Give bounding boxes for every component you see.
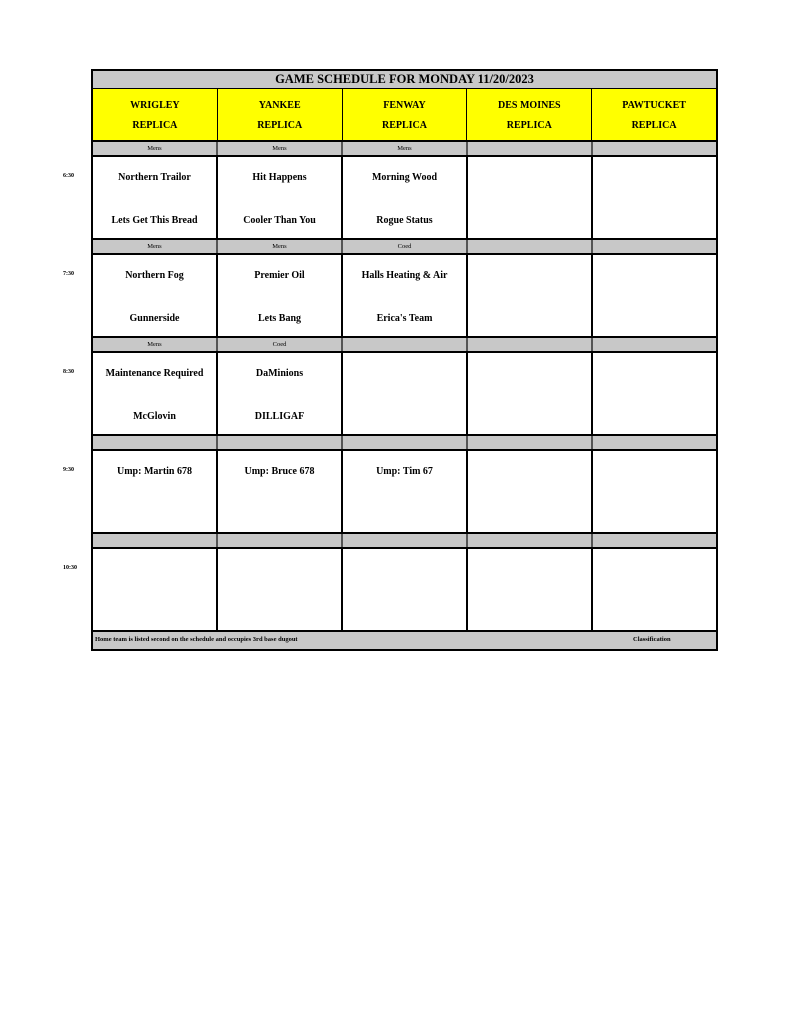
home-team: [468, 607, 591, 621]
game-cell: [216, 547, 341, 632]
away-team: Ump: Bruce 678: [244, 466, 315, 477]
away-team: [593, 368, 716, 382]
away-team: [593, 466, 716, 480]
game-cell: [216, 449, 341, 534]
game-cell: [591, 351, 718, 436]
classification-cell: [592, 142, 718, 155]
field-sub: REPLICA: [257, 120, 303, 131]
away-team: Ump: Martin 678: [117, 466, 192, 477]
classification-cell: [467, 436, 592, 449]
away-team: Maintenance Required: [105, 368, 204, 379]
time-slot-row: [63, 547, 718, 632]
away-team: [343, 564, 466, 578]
away-team: [343, 368, 466, 382]
footer-note: Home team is listed second on the schedule and occupies 3rd base dugout: [95, 636, 298, 643]
classification-cell: [592, 240, 718, 253]
classification-cell: [467, 338, 592, 351]
time-label: 7:30: [63, 271, 74, 277]
classification-cell: Mens: [91, 338, 217, 351]
classification-cell: [467, 142, 592, 155]
field-sub: REPLICA: [381, 120, 427, 131]
away-team: Hit Happens: [252, 172, 307, 183]
time-slot-row: [63, 253, 718, 338]
home-team: McGlovin: [133, 411, 176, 422]
classification-cell: [342, 436, 467, 449]
game-cell: [91, 351, 216, 436]
classification-cell: [467, 240, 592, 253]
classification-cell: [467, 534, 592, 547]
footer: [91, 632, 718, 651]
home-team: Gunnerside: [129, 313, 180, 324]
time-label: 10:30: [63, 565, 77, 571]
classification-cell: Coed: [217, 338, 342, 351]
classification-cell: [342, 534, 467, 547]
game-cell: [216, 155, 341, 240]
classification-cell: Coed: [342, 240, 467, 253]
game-cell: [91, 253, 216, 338]
game-cell: [91, 547, 216, 632]
game-cell: [466, 253, 591, 338]
field-name: DES MOINES: [498, 100, 561, 111]
game-cell: [216, 351, 341, 436]
home-team: Lets Bang: [257, 313, 302, 324]
home-team: [343, 411, 466, 425]
away-team: [593, 172, 716, 186]
classification-cell: [592, 534, 718, 547]
home-team: [468, 313, 591, 327]
game-cell: [591, 449, 718, 534]
field-name: WRIGLEY: [130, 100, 180, 111]
classification-row: [91, 142, 718, 155]
home-team: Erica's Team: [376, 313, 433, 324]
time-slot-row: [63, 351, 718, 436]
game-cell: [466, 155, 591, 240]
away-team: [468, 368, 591, 382]
classification-cell: [91, 534, 217, 547]
time-label: 9:30: [63, 467, 74, 473]
away-team: Northern Trailor: [118, 172, 191, 183]
field-header-des-moines: [466, 89, 591, 140]
classification-cell: [91, 436, 217, 449]
home-team: [593, 607, 716, 621]
time-slots: [63, 142, 718, 632]
home-team: [593, 313, 716, 327]
home-team: [593, 411, 716, 425]
classification-cell: [592, 436, 718, 449]
away-team: DaMinions: [255, 368, 304, 379]
home-team: DILLIGAF: [254, 411, 305, 422]
away-team: Halls Heating & Air: [361, 270, 448, 281]
game-cell: [341, 253, 466, 338]
time-slot-row: [63, 449, 718, 534]
field-name: YANKEE: [258, 100, 301, 111]
classification-cell: [217, 436, 342, 449]
away-team: Ump: Tim 67: [376, 466, 433, 477]
classification-cell: Mens: [342, 142, 467, 155]
away-team: [468, 466, 591, 480]
game-cell: [591, 253, 718, 338]
away-team: Premier Oil: [254, 270, 305, 281]
game-cell: [341, 547, 466, 632]
game-cell: [216, 253, 341, 338]
classification-row: [91, 338, 718, 351]
home-team: Lets Get This Bread: [111, 215, 198, 226]
home-team: [93, 509, 216, 523]
away-team: [468, 172, 591, 186]
home-team: [218, 607, 341, 621]
away-team: [218, 564, 341, 578]
away-team: [93, 564, 216, 578]
home-team: [593, 509, 716, 523]
classification-row: [91, 436, 718, 449]
home-team: [468, 411, 591, 425]
game-cell: [341, 351, 466, 436]
game-cell: [91, 449, 216, 534]
classification-cell: Mens: [217, 240, 342, 253]
game-cell: [466, 449, 591, 534]
time-label: 6:30: [63, 173, 74, 179]
game-cell: [341, 449, 466, 534]
field-sub: REPLICA: [506, 120, 552, 131]
field-header-row: [91, 89, 718, 142]
game-cell: [466, 547, 591, 632]
away-team: [468, 564, 591, 578]
game-cell: [341, 155, 466, 240]
field-sub: REPLICA: [631, 120, 677, 131]
classification-cell: Mens: [217, 142, 342, 155]
away-team: [593, 270, 716, 284]
field-header-wrigley: [91, 89, 217, 140]
time-label: 8:30: [63, 369, 74, 375]
field-header-yankee: [217, 89, 342, 140]
away-team: Morning Wood: [371, 172, 438, 183]
classification-cell: Mens: [91, 142, 217, 155]
schedule-sheet: [63, 69, 718, 651]
home-team: [343, 509, 466, 523]
home-team: [593, 215, 716, 229]
field-sub: REPLICA: [132, 120, 178, 131]
away-team: Northern Fog: [125, 270, 184, 281]
home-team: Rogue Status: [376, 215, 433, 226]
classification-cell: [592, 338, 718, 351]
time-slot-row: [63, 155, 718, 240]
away-team: [593, 564, 716, 578]
field-header-pawtucket: [591, 89, 718, 140]
home-team: Cooler Than You: [243, 215, 316, 226]
classification-cell: [342, 338, 467, 351]
classification-cell: Mens: [91, 240, 217, 253]
classification-row: [91, 534, 718, 547]
classification-row: [91, 240, 718, 253]
home-team: [468, 509, 591, 523]
schedule-title: GAME SCHEDULE FOR MONDAY 11/20/2023: [91, 69, 718, 89]
game-cell: [591, 155, 718, 240]
game-cell: [591, 547, 718, 632]
footer-classification: Classification: [633, 636, 671, 643]
home-team: [468, 215, 591, 229]
home-team: [343, 607, 466, 621]
away-team: [468, 270, 591, 284]
game-cell: [466, 351, 591, 436]
home-team: [218, 509, 341, 523]
classification-cell: [217, 534, 342, 547]
field-header-fenway: [342, 89, 467, 140]
field-name: FENWAY: [383, 100, 426, 111]
game-cell: [91, 155, 216, 240]
field-name: PAWTUCKET: [622, 100, 686, 111]
home-team: [93, 607, 216, 621]
